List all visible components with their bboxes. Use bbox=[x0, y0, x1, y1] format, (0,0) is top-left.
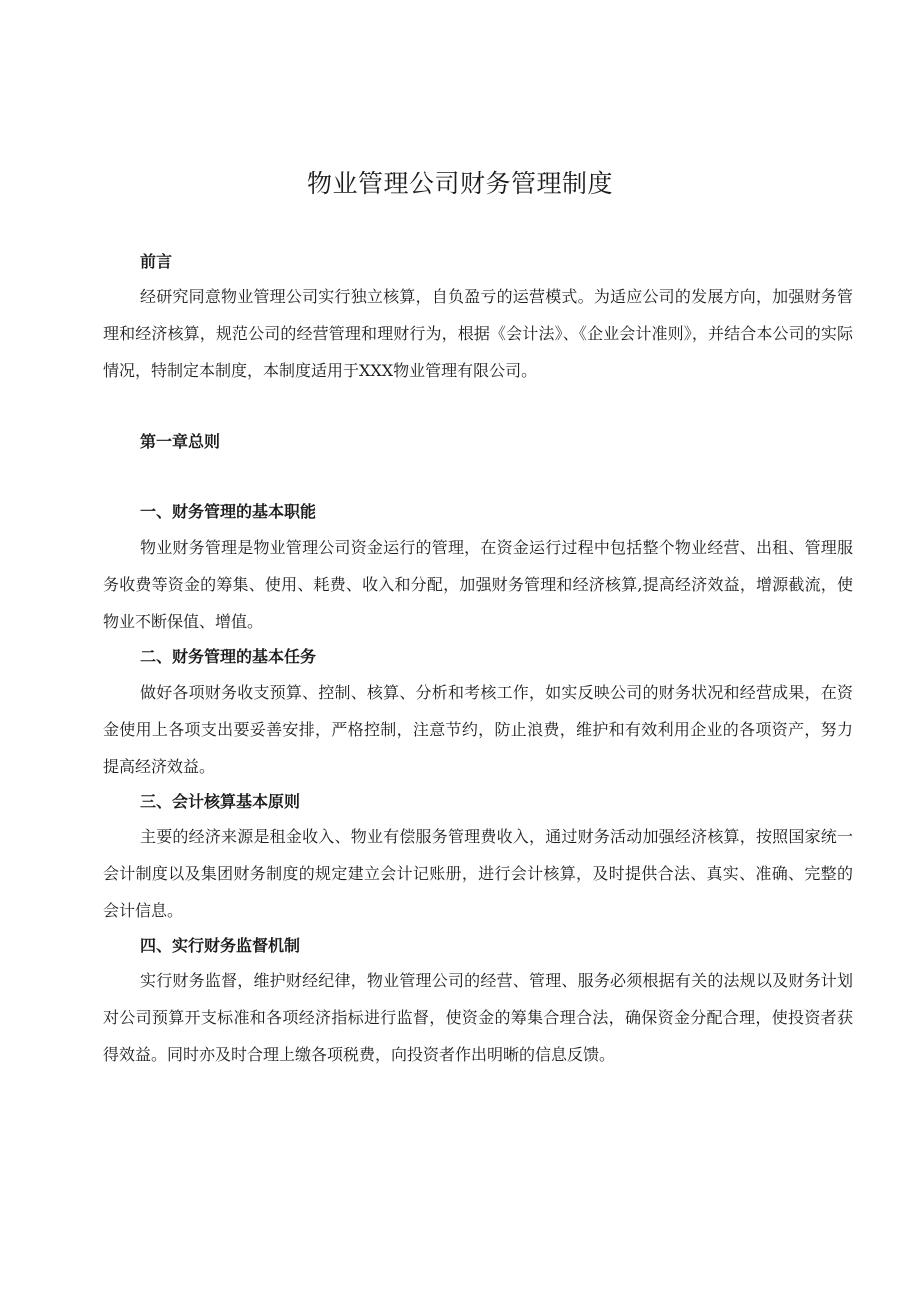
preface-heading: 前言 bbox=[140, 252, 173, 271]
section-heading-4: 四、实行财务监督机制 bbox=[140, 936, 301, 955]
section-paragraph-2: 做好各项财务收支预算、控制、核算、分析和考核工作，如实反映公司的财务状况和经营成果，在资金使用上各项支出要妥善安排，严格控制，注意节约，防止浪费，维护和有效利用企业的各项资产，努力提高经济效益。 bbox=[103, 683, 853, 776]
section-paragraph-1: 物业财务管理是物业管理公司资金运行的管理，在资金运行过程中包括整个物业经营、出租、管理服务收费等资金的筹集、使用、耗费、收入和分配，加强财务管理和经济核算,提高经济效益，增源截流，使物业不断保值、增值。 bbox=[103, 538, 853, 631]
section-paragraph-4: 实行财务监督，维护财经纪律，物业管理公司的经营、管理、服务必须根据有关的法规以及财务计划对公司预算开支标准和各项经济指标进行监督，使资金的筹集合理合法，确保资金分配合理，使投资者获得效益。同时亦及时合理上缴各项税费，向投资者作出明晰的信息反馈。 bbox=[103, 971, 853, 1064]
section-paragraph-3: 主要的经济来源是租金收入、物业有偿服务管理费收入，通过财务活动加强经济核算，按照国家统一会计制度以及集团财务制度的规定建立会计记账册，进行会计核算，及时提供合法、真实、准确、完整的会计信息。 bbox=[103, 827, 853, 920]
section-heading-1: 一、财务管理的基本职能 bbox=[140, 502, 317, 521]
section-heading-3: 三、会计核算基本原则 bbox=[140, 792, 301, 811]
document-title: 物业管理公司财务管理制度 bbox=[306, 169, 613, 198]
chapter-heading: 第一章总则 bbox=[140, 432, 221, 451]
section-heading-2: 二、财务管理的基本任务 bbox=[140, 647, 317, 666]
preface-paragraph: 经研究同意物业管理公司实行独立核算，自负盈亏的运营模式。为适应公司的发展方向，加强财务管理和经济核算，规范公司的经营管理和理财行为，根据《会计法》、《企业会计准则》，并结合本公司的实际情况，特制定本制度，本制度适用于XXX物业管理有限公司。 bbox=[103, 287, 853, 380]
